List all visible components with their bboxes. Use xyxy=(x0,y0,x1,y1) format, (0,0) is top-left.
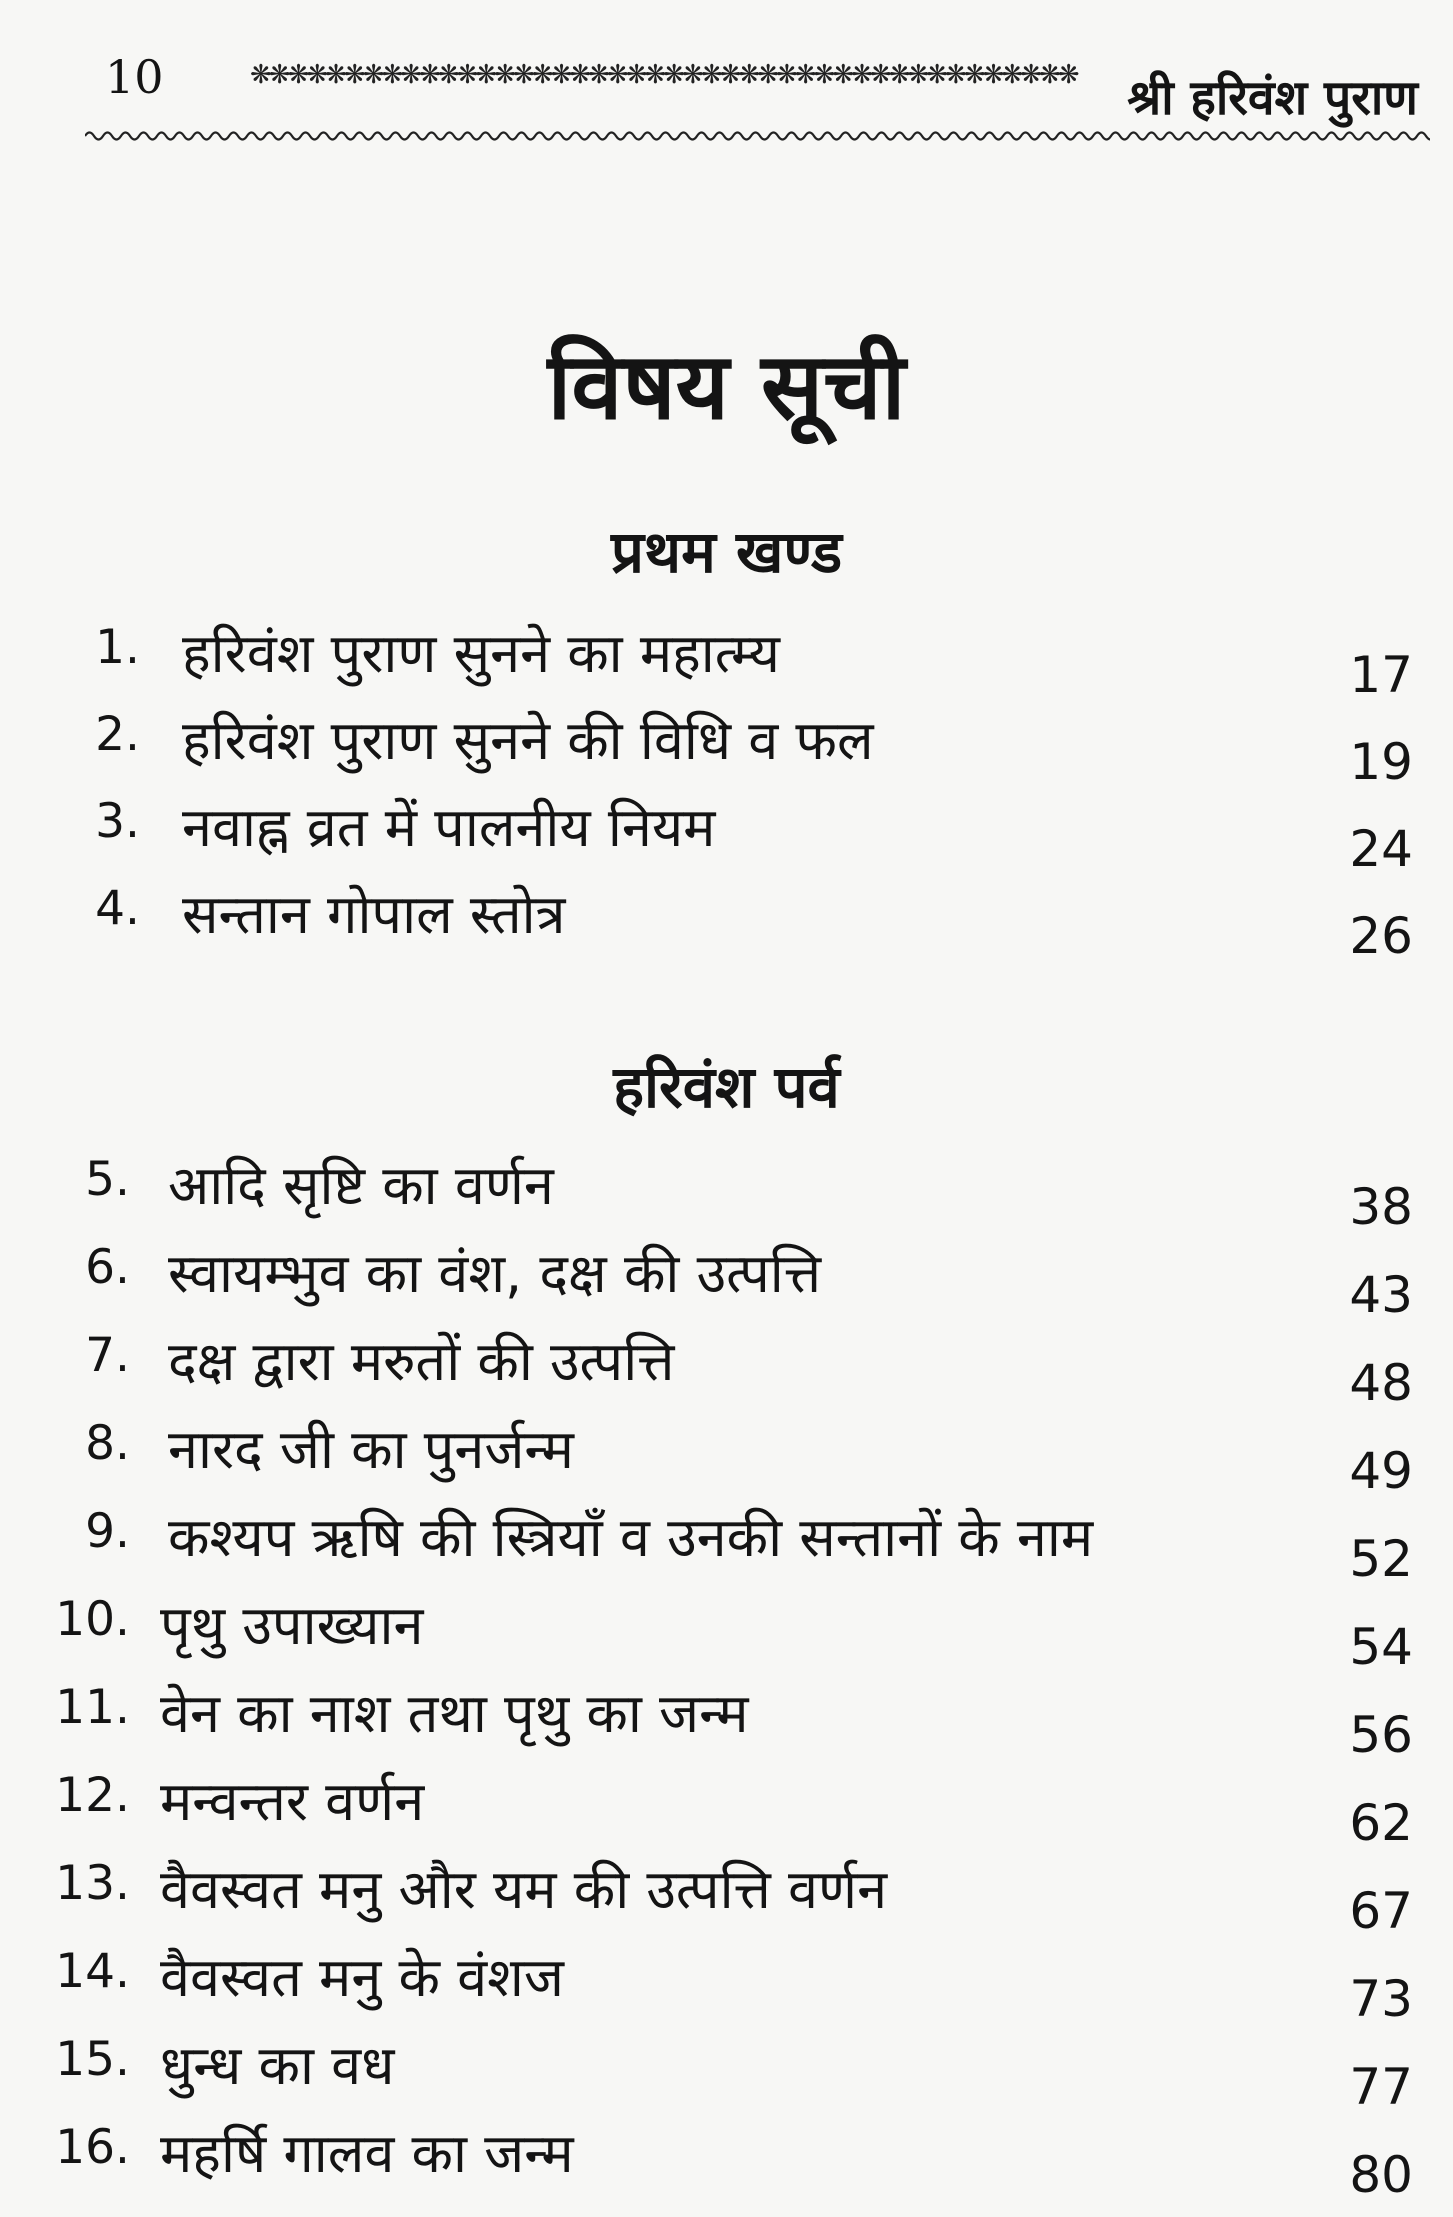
toc-item-page: 49 xyxy=(1349,1442,1413,1500)
toc-item-page: 52 xyxy=(1349,1530,1413,1588)
toc-row[interactable] xyxy=(0,2032,1453,2116)
toc-item-number: 13. xyxy=(55,1856,130,1911)
toc-row[interactable] xyxy=(0,1944,1453,2028)
toc-row[interactable] xyxy=(0,620,1453,704)
toc-item-title: सन्तान गोपाल स्तोत्र xyxy=(182,883,566,946)
toc-item-number: 5. xyxy=(85,1152,130,1207)
toc-item-title: दक्ष द्वारा मरुतों की उत्पत्ति xyxy=(168,1330,675,1393)
toc-item-number: 2. xyxy=(95,707,140,762)
toc-item-title: पृथु उपाख्यान xyxy=(160,1594,424,1657)
toc-item-title: मन्वन्तर वर्णन xyxy=(160,1770,425,1833)
page-header xyxy=(85,40,1430,150)
toc-item-number: 3. xyxy=(95,794,140,849)
toc-row[interactable] xyxy=(0,1680,1453,1764)
toc-item-page: 26 xyxy=(1349,907,1413,965)
toc-item-page: 80 xyxy=(1349,2146,1413,2204)
header-ornament: ❋❋❋❋❋❋❋❋❋❋❋❋❋❋❋❋❋❋❋❋❋❋❋❋❋❋❋❋❋❋❋❋❋❋❋❋❋❋❋❋❋❋❋❋ xyxy=(250,60,1077,90)
toc-item-number: 12. xyxy=(55,1768,130,1823)
toc-item-page: 43 xyxy=(1349,1266,1413,1324)
toc-row[interactable] xyxy=(0,1416,1453,1500)
toc-item-title: धुन्ध का वध xyxy=(160,2034,395,2097)
toc-row[interactable] xyxy=(0,1152,1453,1236)
toc-item-page: 38 xyxy=(1349,1178,1413,1236)
toc-item-title: हरिवंश पुराण सुनने की विधि व फल xyxy=(182,709,874,772)
toc-row[interactable] xyxy=(0,1592,1453,1676)
toc-item-page: 56 xyxy=(1349,1706,1413,1764)
page-number: 10 xyxy=(105,50,164,104)
toc-item-number: 10. xyxy=(55,1592,130,1647)
toc-item-page: 54 xyxy=(1349,1618,1413,1676)
toc-row[interactable] xyxy=(0,1768,1453,1852)
toc-row[interactable] xyxy=(0,1328,1453,1412)
toc-item-number: 14. xyxy=(55,1944,130,1999)
toc-item-page: 62 xyxy=(1349,1794,1413,1852)
toc-item-page: 17 xyxy=(1349,646,1413,704)
page-title: विषय सूची xyxy=(547,333,906,440)
toc-item-title: आदि सृष्टि का वर्णन xyxy=(168,1154,554,1217)
toc-item-number: 6. xyxy=(85,1240,130,1295)
section-title-harivamsha-parva: हरिवंश पर्व xyxy=(613,1053,840,1121)
toc-item-number: 1. xyxy=(95,620,140,675)
toc-item-title: नवाह्न व्रत में पालनीय नियम xyxy=(182,796,716,859)
toc-item-page: 48 xyxy=(1349,1354,1413,1412)
header-wavy-rule xyxy=(85,125,1430,147)
toc-row[interactable] xyxy=(0,2120,1453,2204)
toc-item-page: 73 xyxy=(1349,1970,1413,2028)
toc-item-title: कश्यप ऋषि की स्त्रियाँ व उनकी सन्तानों के नाम xyxy=(168,1506,1094,1569)
toc-item-title: वैवस्वत मनु के वंशज xyxy=(160,1946,564,2009)
toc-item-number: 11. xyxy=(55,1680,130,1735)
toc-item-page: 77 xyxy=(1349,2058,1413,2116)
toc-item-page: 24 xyxy=(1349,820,1413,878)
toc-item-number: 15. xyxy=(55,2032,130,2087)
toc-item-number: 9. xyxy=(85,1504,130,1559)
toc-row[interactable] xyxy=(0,1240,1453,1324)
toc-item-title: स्वायम्भुव का वंश, दक्ष की उत्पत्ति xyxy=(168,1242,822,1305)
running-title: श्री हरिवंश पुराण xyxy=(1127,70,1418,126)
toc-item-title: महर्षि गालव का जन्म xyxy=(160,2122,574,2185)
toc-row[interactable] xyxy=(0,1504,1453,1588)
toc-item-title: वेन का नाश तथा पृथु का जन्म xyxy=(160,1682,749,1745)
toc-item-title: नारद जी का पुनर्जन्म xyxy=(168,1418,574,1481)
toc-item-number: 4. xyxy=(95,881,140,936)
toc-row[interactable] xyxy=(0,794,1453,878)
toc-row[interactable] xyxy=(0,1856,1453,1940)
toc-item-number: 8. xyxy=(85,1416,130,1471)
toc-row[interactable] xyxy=(0,881,1453,965)
toc-item-page: 19 xyxy=(1349,733,1413,791)
toc-item-number: 7. xyxy=(85,1328,130,1383)
toc-item-page: 67 xyxy=(1349,1882,1413,1940)
toc-item-number: 16. xyxy=(55,2120,130,2175)
toc-item-title: वैवस्वत मनु और यम की उत्पत्ति वर्णन xyxy=(160,1858,888,1921)
section-title-prathama-khanda: प्रथम खण्ड xyxy=(611,518,842,586)
toc-item-title: हरिवंश पुराण सुनने का महात्म्य xyxy=(182,622,780,685)
toc-row[interactable] xyxy=(0,707,1453,791)
